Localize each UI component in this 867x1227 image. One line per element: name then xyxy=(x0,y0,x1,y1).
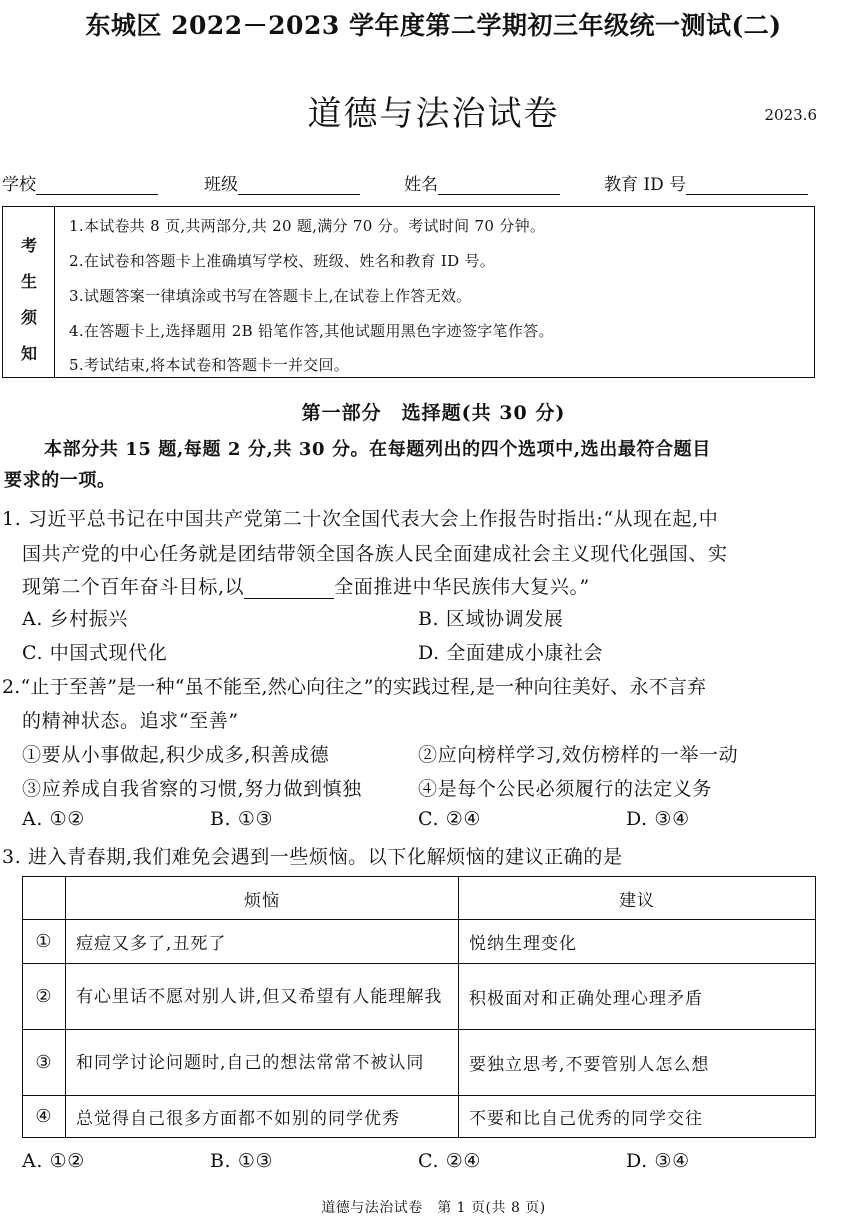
table-row xyxy=(23,964,816,1030)
name-blank[interactable] xyxy=(438,176,560,195)
question-3-stem: 3. 进入青春期,我们难免会遇到一些烦恼。以下化解烦恼的建议正确的是 xyxy=(2,846,623,868)
candidate-notice-box xyxy=(2,206,815,378)
advice-cell: 不要和比自己优秀的同学交往 xyxy=(459,1096,816,1138)
exam-title: 东城区 2022－2023 学年度第二学期初三年级统一测试(二) xyxy=(85,11,782,40)
worry-cell: 总觉得自己很多方面都不如别的同学优秀 xyxy=(66,1096,459,1138)
question-1-option-d[interactable]: D. 全面建成小康社会 xyxy=(418,642,604,664)
question-1-option-b[interactable]: B. 区域协调发展 xyxy=(418,608,564,630)
advice-cell: 悦纳生理变化 xyxy=(459,920,816,964)
class-label: 班级 xyxy=(204,175,238,195)
class-field[interactable] xyxy=(204,170,360,195)
edu-id-label: 教育 ID 号 xyxy=(604,175,687,195)
school-blank[interactable] xyxy=(36,176,158,195)
question-3-option-a[interactable]: A. ①② xyxy=(22,1150,85,1172)
question-2-option-c[interactable]: C. ②④ xyxy=(418,808,482,830)
row-number: ③ xyxy=(23,1030,66,1096)
question-3-option-c[interactable]: C. ②④ xyxy=(418,1150,482,1172)
question-3-option-b[interactable]: B. ①③ xyxy=(210,1150,274,1172)
notice-item: 1.本试卷共 8 页,共两部分,共 20 题,满分 70 分。考试时间 70 分钟。 xyxy=(69,217,546,235)
notice-item: 2.在试卷和答题卡上准确填写学校、班级、姓名和教育 ID 号。 xyxy=(69,252,496,270)
advice-cell: 积极面对和正确处理心理矛盾 xyxy=(459,964,816,1030)
notice-item: 4.在答题卡上,选择题用 2B 铅笔作答,其他试题用黑色字迹签字笔作答。 xyxy=(69,322,554,340)
worry-cell: 有心里话不愿对别人讲,但又希望有人能理解我 xyxy=(66,964,459,1030)
row-number: ② xyxy=(23,964,66,1030)
notice-heading-char: 考 xyxy=(20,236,37,255)
table-header-worry: 烦恼 xyxy=(66,877,459,920)
name-label: 姓名 xyxy=(404,175,438,195)
advice-cell: 要独立思考,不要管别人怎么想 xyxy=(459,1030,816,1096)
table-row xyxy=(23,920,816,964)
notice-item: 5.考试结束,将本试卷和答题卡一并交回。 xyxy=(69,356,350,374)
row-number: ④ xyxy=(23,1096,66,1138)
part-one-instruction: 本部分共 15 题,每题 2 分,共 30 分。在每题列出的四个选项中,选出最符合题目 xyxy=(44,439,711,460)
question-2-statement: ④是每个公民必须履行的法定义务 xyxy=(418,778,713,800)
question-2-option-d[interactable]: D. ③④ xyxy=(626,808,690,830)
worry-cell: 和同学讨论问题时,自己的想法常常不被认同 xyxy=(66,1030,459,1096)
notice-heading-char: 生 xyxy=(20,272,37,291)
subject-title: 道德与法治试卷 xyxy=(307,94,560,134)
question-3-option-d[interactable]: D. ③④ xyxy=(626,1150,690,1172)
part-one-instruction-cont: 要求的一项。 xyxy=(4,470,116,491)
question-2-option-b[interactable]: B. ①③ xyxy=(210,808,274,830)
question-1-stem-cont xyxy=(22,572,590,599)
question-1-option-a[interactable]: A. 乡村振兴 xyxy=(22,608,129,630)
class-blank[interactable] xyxy=(238,176,360,195)
edu-id-field[interactable] xyxy=(604,170,808,195)
question-2-stem: 2.“止于至善”是一种“虽不能至,然心向往之”的实践过程,是一种向往美好、永不言弃 xyxy=(2,676,707,698)
table-row xyxy=(23,1030,816,1096)
question-1-text: 现第二个百年奋斗目标,以 xyxy=(22,576,245,598)
question-1-stem-cont: 国共产党的中心任务就是团结带领全国各族人民全面建成社会主义现代化强国、实 xyxy=(22,543,728,565)
name-field[interactable] xyxy=(404,170,560,195)
exam-date: 2023.6 xyxy=(764,106,817,124)
question-1-stem: 1. 习近平总书记在中国共产党第二十次全国代表大会上作报告时指出:“从现在起,中 xyxy=(2,508,719,530)
notice-heading xyxy=(3,207,55,377)
edu-id-blank[interactable] xyxy=(686,176,808,195)
worry-cell: 痘痘又多了,丑死了 xyxy=(66,920,459,964)
question-2-statement: ②应向榜样学习,效仿榜样的一举一动 xyxy=(418,744,739,766)
question-1-option-c[interactable]: C. 中国式现代化 xyxy=(22,642,168,664)
row-number: ① xyxy=(23,920,66,964)
table-row xyxy=(23,1096,816,1138)
school-label: 学校 xyxy=(2,175,36,195)
question-3-table xyxy=(22,876,816,1138)
school-field[interactable] xyxy=(2,170,158,195)
table-header-num xyxy=(23,877,66,920)
question-1-text: 全面推进中华民族伟大复兴。” xyxy=(334,576,590,598)
question-2-option-a[interactable]: A. ①② xyxy=(22,808,85,830)
question-2-stem-cont: 的精神状态。追求“至善” xyxy=(22,710,239,732)
question-2-statement: ①要从小事做起,积少成多,积善成德 xyxy=(22,744,330,766)
table-header-advice: 建议 xyxy=(459,877,816,920)
page-footer: 道德与法治试卷 第 1 页(共 8 页) xyxy=(321,1200,546,1216)
question-1-blank xyxy=(244,578,334,599)
student-info-row xyxy=(0,170,867,195)
notice-heading-char: 知 xyxy=(20,344,37,363)
question-2-statement: ③应养成自我省察的习惯,努力做到慎独 xyxy=(22,778,362,800)
notice-item: 3.试题答案一律填涂或书写在答题卡上,在试卷上作答无效。 xyxy=(69,287,472,305)
part-one-title: 第一部分 选择题(共 30 分) xyxy=(301,402,566,424)
table-header-row xyxy=(23,877,816,920)
notice-heading-char: 须 xyxy=(20,308,37,327)
